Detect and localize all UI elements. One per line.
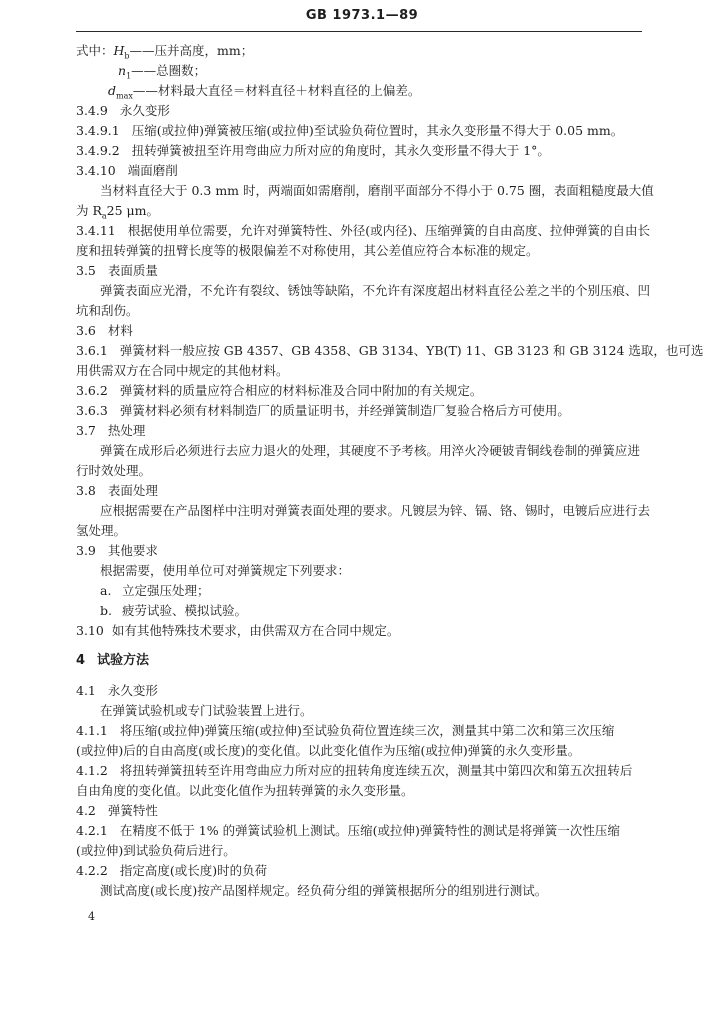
paragraph-line: 弹簧在成形后必须进行去应力退火的处理，其硬度不予考核。用淬火冷硬铍青铜线卷制的弹簧应进 xyxy=(100,443,640,458)
section-title: 端面磨削 xyxy=(127,163,178,178)
paragraph-line: 根据需要，使用单位可对弹簧规定下列要求： xyxy=(100,563,351,578)
list-item xyxy=(100,602,247,620)
section-number: 3.9 xyxy=(76,543,96,558)
where-n1-desc: ——总圈数； xyxy=(131,63,207,78)
section-title: 热处理 xyxy=(107,423,146,438)
clause-number: 4.2.2 xyxy=(76,863,108,878)
clause-text: 根据使用单位需要，允许对弹簧特性、外径(或内径)、压缩弹簧的自由高度、拉伸弹簧的自由长 xyxy=(127,223,651,238)
clause-number: 4.1.2 xyxy=(76,763,108,778)
paragraph-line: 在弹簧试验机或专门试验装置上进行。 xyxy=(100,703,313,718)
section-heading xyxy=(76,102,170,120)
clause-text: 弹簧材料的质量应符合相应的材料标准及合同中附加的有关规定。 xyxy=(119,383,483,398)
symbol-hb: H xyxy=(113,43,125,58)
clause-text: 扭转弹簧被扭至许用弯曲应力所对应的角度时，其永久变形量不得大于 1°。 xyxy=(131,143,550,158)
clause-411 xyxy=(76,722,640,740)
clause-number: 4.2.1 xyxy=(76,823,108,838)
section-number: 3.4.10 xyxy=(76,163,116,178)
symbol-hb-sub: b xyxy=(124,51,130,61)
clause-3492 xyxy=(76,142,550,160)
clause-412 xyxy=(76,762,640,780)
clause-text: 将扭转弹簧扭转至许用弯曲应力所对应的扭转角度连续五次，测量其中第四次和第五次扭转后 xyxy=(119,763,633,778)
clause-361 xyxy=(76,342,704,360)
section-number: 4.2 xyxy=(76,803,96,818)
paragraph-line: 弹簧表面应光滑，不允许有裂纹、锈蚀等缺陷，不允许有深度超出材料直径公差之半的个别压痕、凹 xyxy=(100,283,651,298)
paragraph-line: 行时效处理。 xyxy=(76,463,152,478)
clause-number: 3.6.1 xyxy=(76,343,108,358)
paragraph-line: 自由角度的变化值。以此变化值作为扭转弹簧的永久变形量。 xyxy=(76,783,414,798)
paragraph-line: 度和扭转弹簧的扭臂长度等的极限偏差不对称使用，其公差值应符合本标准的规定。 xyxy=(76,243,539,258)
page-number: 4 xyxy=(88,910,95,923)
section-heading xyxy=(76,322,133,340)
clause-text: 在精度不低于 1% 的弹簧试验机上测试。压缩(或拉伸)弹簧特性的测试是将弹簧一次性压缩 xyxy=(119,823,620,838)
section-heading xyxy=(76,802,158,820)
symbol-n1-sub: 1 xyxy=(126,71,132,81)
paragraph-line: 应根据需要在产品图样中注明对弹簧表面处理的要求。凡镀层为锌、镉、铬、锡时，电镀后应进行去 xyxy=(100,503,651,518)
clause-number: 3.4.9.2 xyxy=(76,143,120,158)
text-run: 为 R xyxy=(76,203,102,218)
section-number: 3.5 xyxy=(76,263,96,278)
section-number: 4.1 xyxy=(76,683,96,698)
section-title: 表面质量 xyxy=(107,263,158,278)
section-number: 3.6 xyxy=(76,323,96,338)
symbol-ra-sub: a xyxy=(101,211,107,221)
header-rule xyxy=(76,31,642,32)
clause-text: 压缩(或拉伸)弹簧被压缩(或拉伸)至试验负荷位置时，其永久变形量不得大于 0.05 mm。 xyxy=(131,123,624,138)
section-number: 3.8 xyxy=(76,483,96,498)
clause-number: 4.1.1 xyxy=(76,723,108,738)
clause-number: 3.6.3 xyxy=(76,403,108,418)
chapter-heading xyxy=(76,652,149,670)
paragraph-line: 当材料直径大于 0.3 mm 时，两端面如需磨削，磨削平面部分不得小于 0.75 圈，表面粗糙度最大值 xyxy=(100,183,654,198)
where-dmax-desc: ——材料最大直径＝材料直径＋材料直径的上偏差。 xyxy=(132,83,421,98)
symbol-dmax: d xyxy=(108,83,117,98)
list-text: 立定强压处理； xyxy=(122,583,210,598)
list-marker: b. xyxy=(100,603,112,618)
section-heading xyxy=(76,422,145,440)
clause-text: 弹簧材料一般应按 GB 4357、GB 4358、GB 3134、YB(T) 11、GB 3123 和 GB 3124 选取，也可选 xyxy=(119,343,704,358)
section-heading xyxy=(76,482,158,500)
section-heading xyxy=(76,682,158,700)
chapter-title: 试验方法 xyxy=(97,653,150,668)
section-number: 3.7 xyxy=(76,423,96,438)
paragraph-line: (或拉伸)后的自由高度(或长度)的变化值。以此变化值作为压缩(或拉伸)弹簧的永久变形量。 xyxy=(76,743,581,758)
section-number: 3.4.9 xyxy=(76,103,108,118)
clause-363 xyxy=(76,402,570,420)
clause-3491 xyxy=(76,122,623,140)
text-run: 25 μm。 xyxy=(106,203,160,218)
clause-number: 3.4.11 xyxy=(76,223,116,238)
clause-421 xyxy=(76,822,640,840)
section-heading xyxy=(76,162,178,180)
running-header: GB 1973.1—89 xyxy=(305,8,419,23)
paragraph-line: 测试高度(或长度)按产品图样规定。经负荷分组的弹簧根据所分的组别进行测试。 xyxy=(100,883,548,898)
where-intro: 式中： xyxy=(76,43,114,58)
list-item xyxy=(100,582,210,600)
section-title: 表面处理 xyxy=(107,483,158,498)
paragraph-line: 氢处理。 xyxy=(76,523,127,538)
section-heading xyxy=(76,542,158,560)
section-title: 永久变形 xyxy=(107,683,158,698)
section-title: 弹簧特性 xyxy=(107,803,158,818)
symbol-dmax-sub: max xyxy=(116,91,133,101)
section-title: 其他要求 xyxy=(107,543,158,558)
clause-text: 弹簧材料必须有材料制造厂的质量证明书，并经弹簧制造厂复验合格后方可使用。 xyxy=(119,403,570,418)
list-text: 疲劳试验、模拟试验。 xyxy=(122,603,248,618)
chapter-number: 4 xyxy=(76,653,86,668)
paragraph-line: 用供需双方在合同中规定的其他材料。 xyxy=(76,363,289,378)
list-marker: a. xyxy=(100,583,112,598)
symbol-n1: n xyxy=(118,63,127,78)
paragraph-line: (或拉伸)到试验负荷后进行。 xyxy=(76,843,236,858)
clause-number: 3.6.2 xyxy=(76,383,108,398)
section-title: 永久变形 xyxy=(119,103,170,118)
clause-text: 将压缩(或拉伸)弹簧压缩(或拉伸)至试验负荷位置连续三次，测量其中第二次和第三次压缩 xyxy=(119,723,615,738)
clause-number: 3.10 xyxy=(76,623,104,638)
clause-title: 指定高度(或长度)时的负荷 xyxy=(119,863,268,878)
clause-text: 如有其他特殊技术要求，由供需双方在合同中规定。 xyxy=(111,623,400,638)
clause-310 xyxy=(76,622,399,640)
section-heading xyxy=(76,262,158,280)
section-heading xyxy=(76,862,267,880)
clause-362 xyxy=(76,382,482,400)
where-hb-desc: ——压并高度，mm； xyxy=(129,43,254,58)
paragraph-line: 坑和刮伤。 xyxy=(76,303,139,318)
clause-3411 xyxy=(76,222,651,240)
clause-number: 3.4.9.1 xyxy=(76,123,120,138)
section-title: 材料 xyxy=(107,323,133,338)
